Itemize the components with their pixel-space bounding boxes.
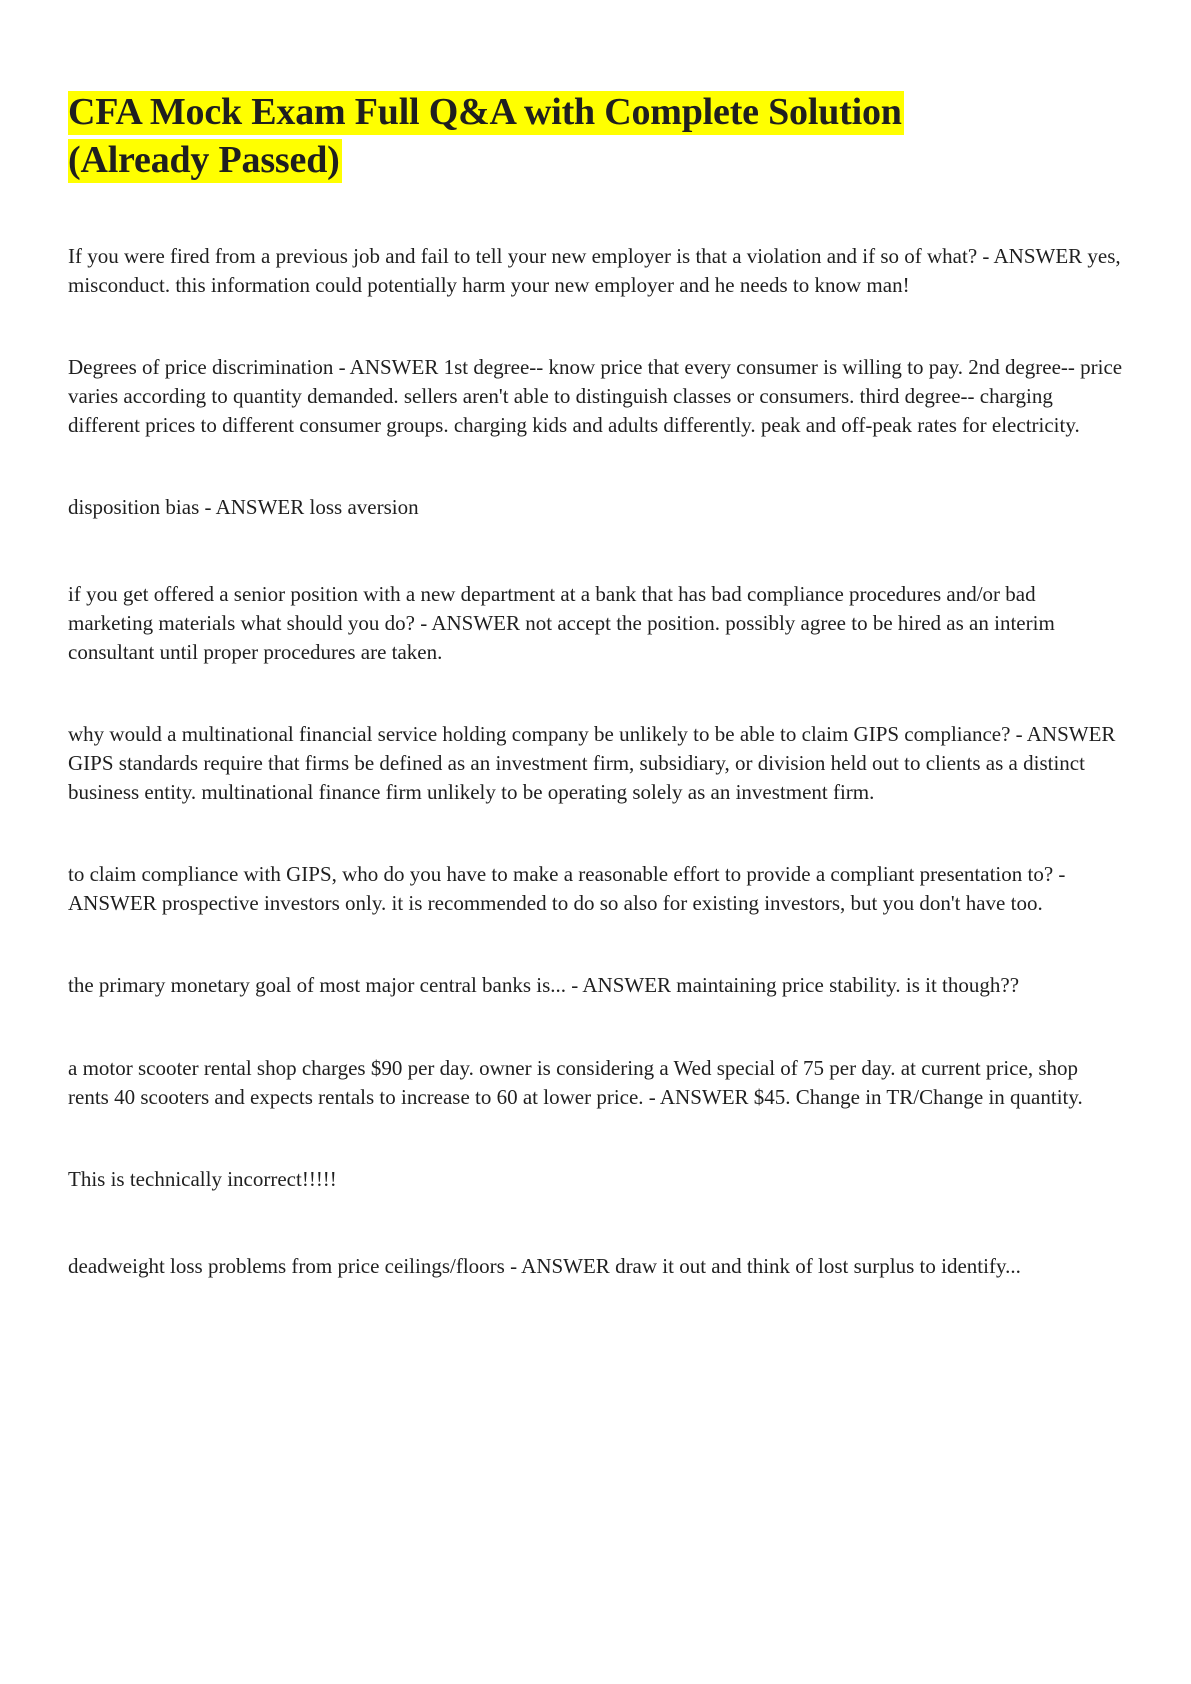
qa-entry-deadweight-loss: deadweight loss problems from price ceilings/floors - ANSWER draw it out and think of lost surplus to identify...: [68, 1254, 1021, 1278]
qa-entry-central-banks: the primary monetary goal of most major central banks is... - ANSWER maintaining price stability. is it though??: [68, 973, 1020, 997]
qa-entry-technically-incorrect: This is technically incorrect!!!!!: [68, 1167, 337, 1191]
qa-entry-price-discrimination: Degrees of price discrimination - ANSWER 1st degree-- know price that every consumer is willing to pay. 2nd degree-- price varies according to quantity demanded. sellers aren't able to distinguish classes or consumers. third degree-- charging different prices to different consumer groups. charging kids and adults differently. peak and off-peak rates for electricity.: [68, 355, 1123, 437]
qa-entry-senior-position: if you get offered a senior position with a new department at a bank that has bad compliance procedures and/or bad marketing materials what should you do? - ANSWER not accept the position. possibly agree to be hired as an interim consultant until proper procedures are taken.: [68, 582, 1055, 664]
title-highlight-line-2: (Already Passed): [68, 139, 340, 181]
document-title: [68, 88, 1128, 184]
qa-entry-gips-holding-company: why would a multinational financial service holding company be unlikely to be able to claim GIPS compliance? - ANSWER GIPS standards require that firms be defined as an investment firm, subsidiary, or division held out to clients as a distinct business entity. multinational finance firm unlikely to be operating solely as an investment firm.: [68, 722, 1116, 804]
qa-entry-disposition-bias: disposition bias - ANSWER loss aversion: [68, 495, 419, 519]
title-highlight-line-1: CFA Mock Exam Full Q&A with Complete Solution: [68, 91, 902, 133]
qa-entry-scooter-rental: a motor scooter rental shop charges $90 per day. owner is considering a Wed special of 75 per day. at current price, shop rents 40 scooters and expects rentals to increase to 60 at lower price. - ANSWER $45. Change in TR/Change in quantity.: [68, 1056, 1083, 1109]
qa-entry-fired-job: If you were fired from a previous job and fail to tell your new employer is that a violation and if so of what? - ANSWER yes, misconduct. this information could potentially harm your new employer and he needs to know man!: [68, 244, 1121, 297]
qa-entry-gips-presentation: to claim compliance with GIPS, who do you have to make a reasonable effort to provide a compliant presentation to? - ANSWER prospective investors only. it is recommended to do so also for existing investors, but you don't have too.: [68, 862, 1066, 915]
document-page: [68, 88, 1128, 1281]
